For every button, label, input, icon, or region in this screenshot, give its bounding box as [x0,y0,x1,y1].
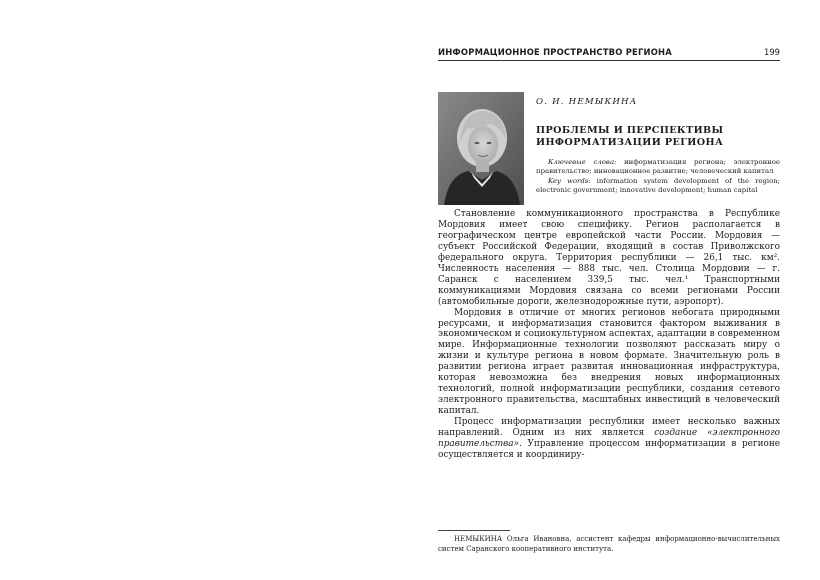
body-paragraph-3-start: Процесс информатизации республики имеет несколько важных направлений. Одним из них является [438,417,780,439]
body-paragraph-2: Мордовия в отличие от многих регионов небогата природными ресурсами, и информатизация становится фактором выживания в экономическом и социокультурном аспектах, адаптации в современном мире. Информационные технологии позволяют рассказать миру о жизни и культуре региона в новом формате. Значительную роль в развитии региона играет развитая инновационная инфраструктура, которая невозможна без внедрения новых информационных технологий, полной информатизации республики, создания сетевого электронного правительства, масштабных инвестиций в человеческий капитал. [438,307,780,417]
running-header-title: ИНФОРМАЦИОННОЕ ПРОСТРАНСТВО РЕГИОНА [438,47,672,57]
article-body [438,209,780,461]
body-paragraph-3-emphasis: создание «электронного правительства». [438,428,780,450]
footnote-rule [438,530,510,531]
keywords-en-label: Key words: [548,176,591,185]
body-paragraph-3 [438,417,780,461]
body-paragraph-3-end: Управление процессом информатизации в регионе осуществляется и координиру- [438,439,780,460]
author-photo [438,92,524,205]
keywords-ru [536,158,780,177]
page-number: 199 [764,47,780,57]
keywords-ru-label: Ключевые слова: [548,158,617,166]
running-header [438,42,780,61]
keywords-en [536,177,780,196]
journal-page [438,42,780,553]
article-title-line2: ИНФОРМАТИЗАЦИИ РЕГИОНА [536,136,724,148]
keywords-en-text: information system development of the region; electronic government; innovative development; human capital [536,176,780,194]
article-title-line1: ПРОБЛЕМЫ И ПЕРСПЕКТИВЫ [536,125,724,136]
keywords-block [536,158,780,195]
author-footnote [438,535,780,554]
keywords-ru-text: информатизация региона; электронное правительство; инновационное развитие; человеческий капитал [536,158,780,176]
article-author: О. И. НЕМЫКИНА [536,97,638,107]
author-footnote-text: НЕМЫКИНА Ольга Ивановна, ассистент кафедры информационно-вычислительных систем Саранского кооперативного института. [438,535,780,553]
body-paragraph-1: Становление коммуникационного пространства в Республике Мордовия имеет свою специфику. Регион располагается в географическом центре европейской части России. Мордовия — субъект Российской Федерации, входящий в состав Приволжского федерального округа. Территория республики — 26,1 тыс. км². Численность населения — 888 тыс. чел. Столица Мордовии — г. Саранск с населением 339,5 тыс. чел.¹ Транспортными коммуникациями Мордовия связана со всеми регионами России (автомобильные дороги, железнодорожные пути, аэропорт). [438,209,780,307]
article-title [536,125,780,148]
